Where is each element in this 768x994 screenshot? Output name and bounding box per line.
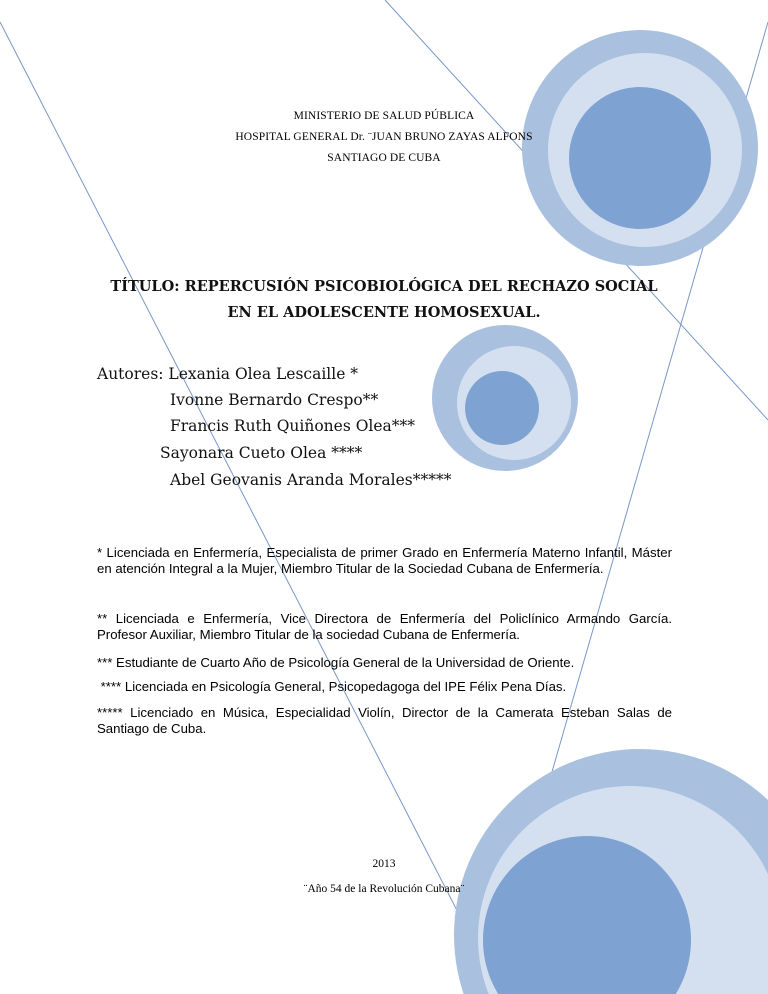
header-ministry: MINISTERIO DE SALUD PÚBLICA xyxy=(293,110,475,122)
author-4: Sayonara Cueto Olea **** xyxy=(160,444,363,462)
header-hospital: HOSPITAL GENERAL Dr. ¨JUAN BRUNO ZAYAS ALFONS xyxy=(235,131,533,143)
author-5: Abel Geovanis Aranda Morales***** xyxy=(170,471,452,489)
author-2: Ivonne Bernardo Crespo** xyxy=(170,391,379,409)
affiliation-note-4: **** Licenciada en Psicología General, Psicopedagoga del IPE Félix Pena Días. xyxy=(97,679,567,694)
author-3: Francis Ruth Quiñones Olea*** xyxy=(170,417,416,435)
document-title-line-1: TÍTULO: REPERCUSIÓN PSICOBIOLÓGICA DEL RECHAZO SOCIAL xyxy=(110,278,658,295)
affiliation-note-5: ***** Licenciado en Música, Especialidad Violín, Director de la Camerata Esteban Salas de Santiago de Cuba. xyxy=(97,705,672,736)
header-city: SANTIAGO DE CUBA xyxy=(327,152,441,164)
footer-motto: ¨Año 54 de la Revolución Cubana¨ xyxy=(303,883,465,895)
authors-label: Autores: Lexania Olea Lescaille * xyxy=(97,365,359,383)
affiliation-note-1: * Licenciada en Enfermería, Especialista de primer Grado en Enfermería Materno Infantil, Máster en atención Integral a la Mujer, Miembro Titular de la Sociedad Cubana de Enfermería. xyxy=(97,545,672,576)
document-title-line-2: EN EL ADOLESCENTE HOMOSEXUAL. xyxy=(227,304,541,321)
affiliation-note-3: *** Estudiante de Cuarto Año de Psicología General de la Universidad de Oriente. xyxy=(97,655,575,670)
footer-year: 2013 xyxy=(372,858,396,870)
affiliation-note-2: ** Licenciada e Enfermería, Vice Directora de Enfermería del Policlínico Armando García. Profesor Auxiliar, Miembro Titular de la sociedad Cubana de Enfermería. xyxy=(97,611,672,642)
